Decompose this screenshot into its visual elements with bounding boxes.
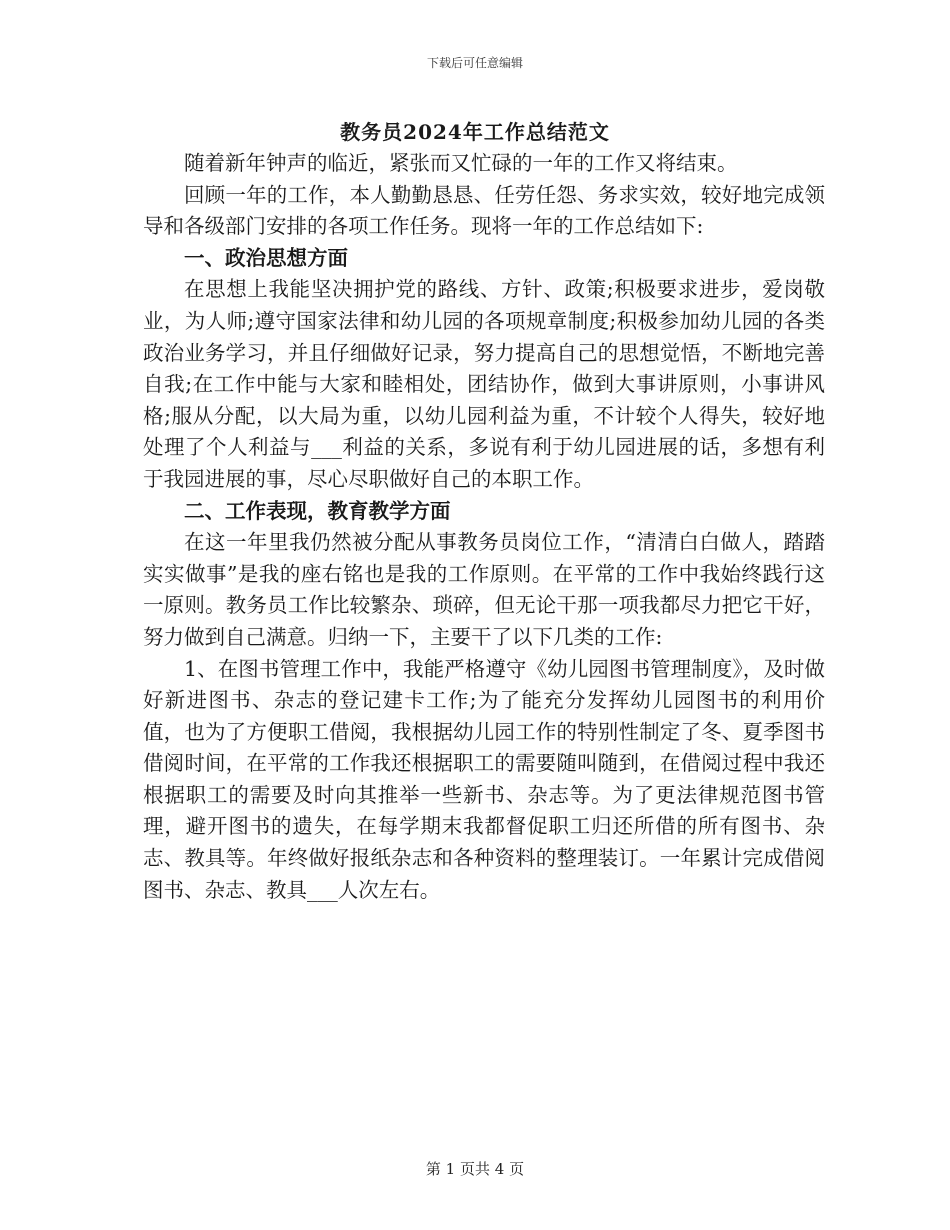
paragraph-review: 回顾一年的工作，本人勤勤恳恳、任劳任怨、务求实效，较好地完成领导和各级部门安排的各项工作任务。现将一年的工作总结如下: xyxy=(143,182,825,239)
paragraph-work: 在这一年里我仍然被分配从事教务员岗位工作，“清清白白做人，踏踏实实做事”是我的座右铭也是我的工作原则。在平常的工作中我始终践行这一原则。教务员工作比较繁杂、琐碎，但无论干那一项我都尽力把它干好，努力做到自己满意。归纳一下，主要干了以下几类的工作: xyxy=(143,530,825,649)
document-body xyxy=(143,148,825,906)
document-title: 教务员2024年工作总结范文 xyxy=(340,120,610,144)
section-heading-politics: 一、政治思想方面 xyxy=(184,245,348,270)
page-number: 第 1 页共 4 页 xyxy=(425,1160,525,1178)
section-heading-work: 二、工作表现，教育教学方面 xyxy=(184,498,451,523)
paragraph-library: 1、在图书管理工作中，我能严格遵守《幼儿园图书管理制度》，及时做好新进图书、杂志的登记建卡工作;为了能充分发挥幼儿园图书的利用价值，也为了方便职工借阅，我根据幼儿园工作的特别性制定了冬、夏季图书借阅时间，在平常的工作我还根据职工的需要随叫随到，在借阅过程中我还根据职工的需要及时向其推举一些新书、杂志等。为了更法律规范图书管理，避开图书的遗失，在每学期末我都督促职工归还所借的所有图书、杂志、教具等。年终做好报纸杂志和各种资料的整理装订。一年累计完成借阅图书、杂志、教具___人次左右。 xyxy=(143,656,825,902)
paragraph-intro: 随着新年钟声的临近，紧张而又忙碌的一年的工作又将结束。 xyxy=(184,151,738,175)
header-note: 下载后可任意编辑 xyxy=(426,56,523,70)
paragraph-politics: 在思想上我能坚决拥护党的路线、方针、政策;积极要求进步，爱岗敬业，为人师;遵守国家法律和幼儿园的各项规章制度;积极参加幼儿园的各类政治业务学习，并且仔细做好记录，努力提高自己的思想觉悟，不断地完善自我;在工作中能与大家和睦相处，团结协作，做到大事讲原则，小事讲风格;服从分配，以大局为重，以幼儿园利益为重，不计较个人得失，较好地处理了个人利益与___利益的关系，多说有利于幼儿园进展的话，多想有利于我园进展的事，尽心尽职做好自己的本职工作。 xyxy=(143,277,825,491)
